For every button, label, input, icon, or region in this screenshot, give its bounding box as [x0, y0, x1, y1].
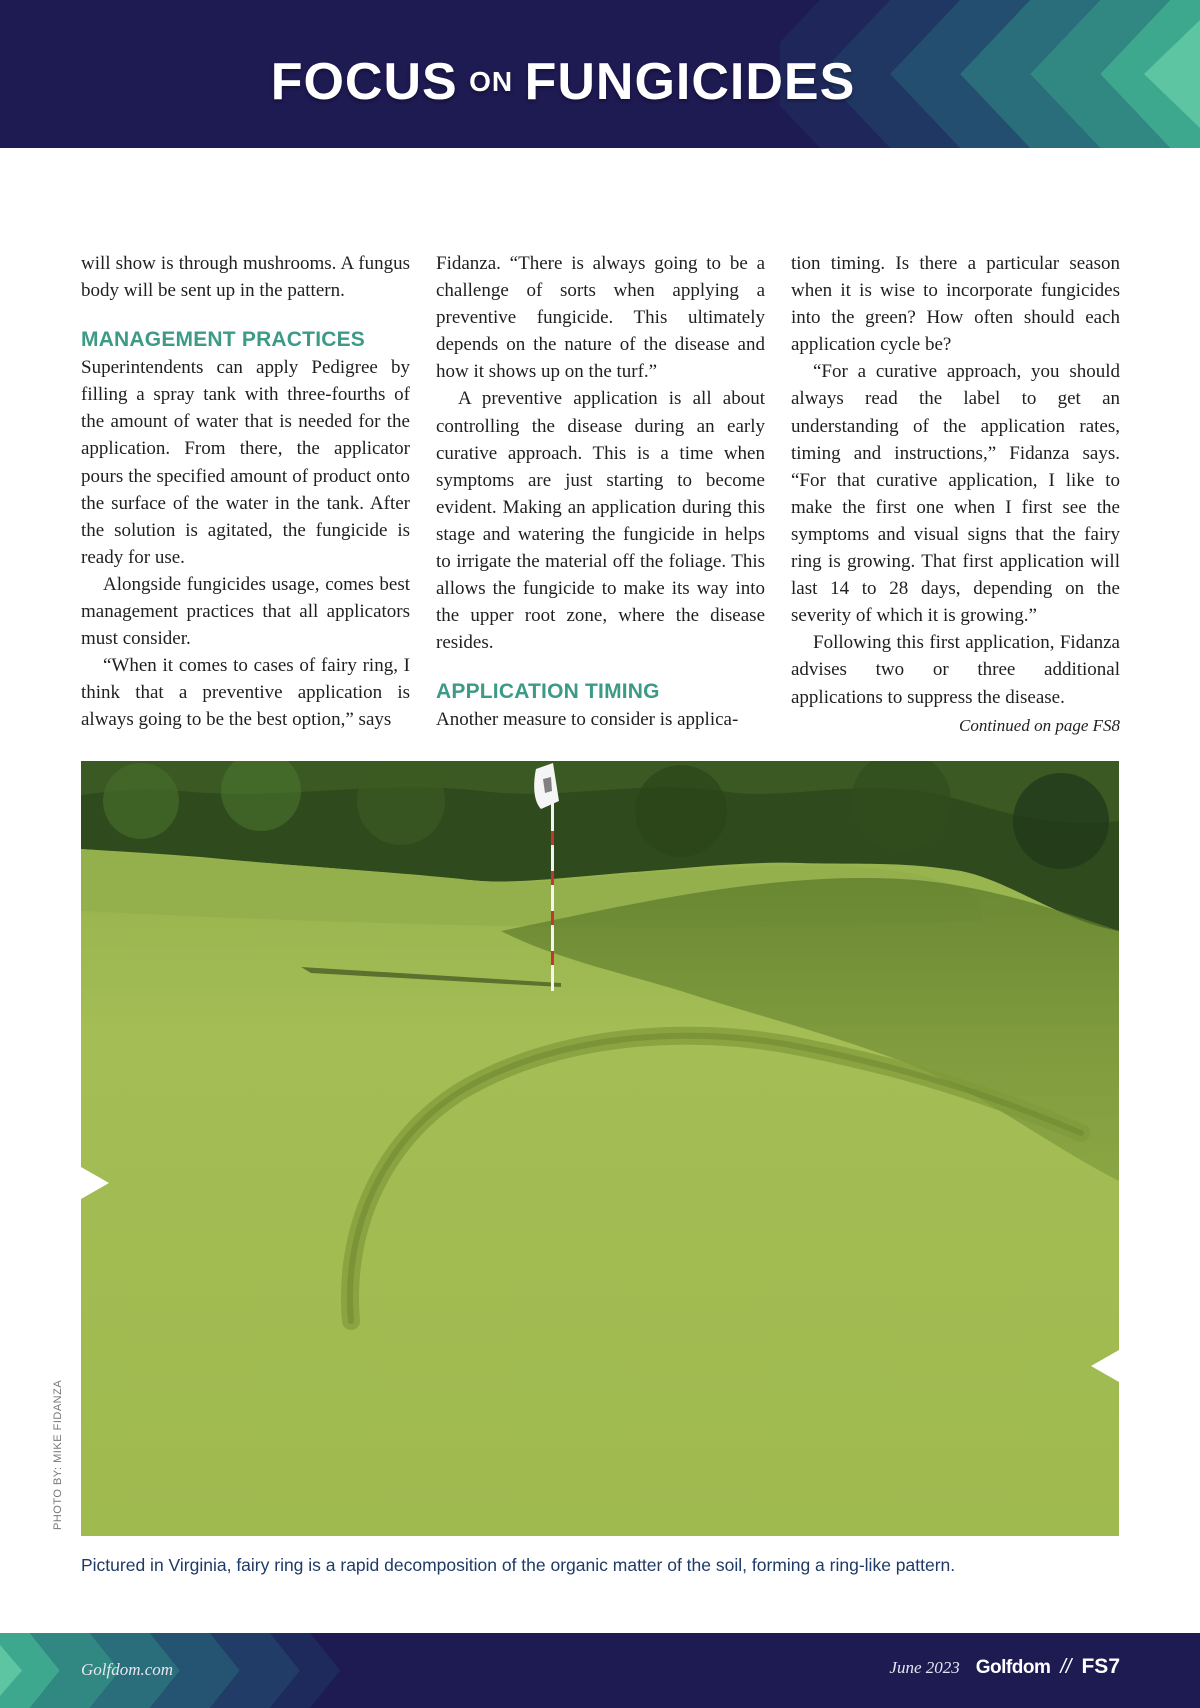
paragraph: A preventive application is all about controlling the disease during an early curative approach. This is a time when symptoms are just starting to become evident. Making an application during this stage and watering the fungicide in helps to irrigate the material off the foliage. This allows the fungicide to make its way into the upper root zone, where the disease resides.: [436, 388, 765, 654]
issue-date: June 2023: [889, 1658, 960, 1677]
separator: //: [1060, 1656, 1072, 1678]
photo-notch-right: [1091, 1350, 1119, 1382]
paragraph: tion timing. Is there a particular season when it is wise to incorporate fungicides into the green? How often should each application cycle be?: [791, 253, 1120, 356]
title-focus: FOCUS: [270, 53, 458, 111]
photo-notch-left: [81, 1167, 109, 1199]
page-title: [0, 52, 1126, 112]
paragraph: Following this first application, Fidanza advises two or three additional applications to suppress the disease.: [791, 632, 1120, 708]
article-column-3: [791, 250, 1120, 739]
paragraph: Superintendents can apply Pedigree by filling a spray tank with three-fourths of the amount of water that is needed for the application. From there, the applicator pours the specified amount of product onto the surface of the water in the tank. After the solution is agitated, the fungicide is ready for use.: [81, 357, 410, 568]
page-footer: [0, 1633, 1200, 1708]
title-fungicides: FUNGICIDES: [524, 53, 856, 111]
paragraph: Alongside fungicides usage, comes best management practices that all applicators must consider.: [81, 573, 410, 650]
paragraph: Another measure to consider is applica-: [436, 709, 739, 731]
photo-credit: PHOTO BY: MIKE FIDANZA: [52, 1379, 64, 1530]
page-number: FS7: [1081, 1655, 1120, 1678]
photo-caption: Pictured in Virginia, fairy ring is a rapid decomposition of the organic matter of the soil, forming a ring-like pattern.: [81, 1555, 956, 1575]
paragraph: will show is through mushrooms. A fungus body will be sent up in the pattern.: [81, 253, 410, 302]
article-column-1: [81, 250, 410, 734]
footer-site-link[interactable]: Golfdom.com: [81, 1660, 174, 1679]
paragraph: Fidanza. “There is always going to be a challenge of sorts when applying a preventive fungicide. This ultimately depends on the nature of the disease and how it shows up on the turf.”: [436, 253, 765, 383]
title-on: ON: [469, 66, 514, 97]
continued-link[interactable]: Continued on page FS8: [958, 715, 1120, 735]
section-heading-application-timing: APPLICATION TIMING: [436, 680, 660, 704]
section-heading-management-practices: MANAGEMENT PRACTICES: [81, 328, 366, 352]
brand-logo: Golfdom: [975, 1657, 1051, 1678]
page-header: [0, 0, 1200, 148]
paragraph: “When it comes to cases of fairy ring, I think that a preventive application is always going to be the best option,” says: [81, 655, 410, 731]
golf-green-image: [81, 761, 1119, 1536]
footer-page-info: [889, 1655, 1120, 1679]
paragraph: “For a curative approach, you should always read the label to get an understanding of the application rates, timing and instructions,” Fidanza says. “For that curative application, I like to make the first one when I first see the symptoms and visual signs that the fairy ring is growing. That first application will last 14 to 28 days, depending on the severity of which it is growing.”: [791, 361, 1120, 627]
article-column-2: [436, 250, 765, 734]
fairy-ring-photo: [81, 761, 1119, 1536]
